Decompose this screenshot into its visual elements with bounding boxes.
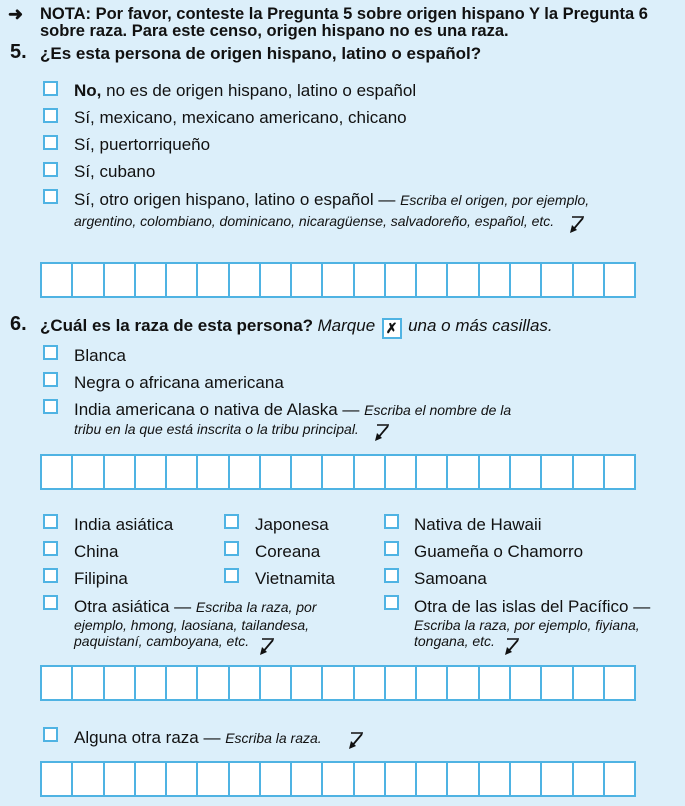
q5-otro-checkbox[interactable] <box>43 189 58 204</box>
q5-puertorriqueno-checkbox[interactable] <box>43 135 58 150</box>
sample-x-mark-icon: ✗ <box>382 318 402 339</box>
q6-otra-pacifico-instruction-line1: Escriba la raza, por ejemplo, fiyiana, <box>414 617 640 633</box>
q6-filipina-label: Filipina <box>74 569 128 588</box>
q6-india-americana-checkbox[interactable] <box>43 399 58 414</box>
note-text: NOTA: Por favor, conteste la Pregunta 5 sobre origen hispano Y la Pregunta 6 sobre raza. Para este censo, origen hispano no es una raza. <box>40 5 648 40</box>
write-in-pointer-icon <box>258 637 276 657</box>
q5-cubano-label: Sí, cubano <box>74 162 156 181</box>
q5-write-in-box[interactable] <box>40 262 636 298</box>
q6-number: 6. <box>10 313 27 335</box>
q5-mexicano-label: Sí, mexicano, mexicano americano, chicano <box>74 108 407 127</box>
q6-guamena-checkbox[interactable] <box>384 541 399 556</box>
q6-guamena-label: Guameña o Chamorro <box>414 542 584 561</box>
q6-nativa-hawaii-checkbox[interactable] <box>384 514 399 529</box>
q6-otra-pacifico-label: Otra de las islas del Pacífico — <box>414 597 651 616</box>
q5-mexicano-checkbox[interactable] <box>43 108 58 123</box>
q6-japonesa-label: Japonesa <box>255 515 329 534</box>
q6-india-americana-label: India americana o nativa de Alaska — Escriba el nombre de la <box>74 400 512 419</box>
q6-alguna-otra-checkbox[interactable] <box>43 727 58 742</box>
write-in-pointer-icon <box>503 637 521 657</box>
q5-otro-label: Sí, otro origen hispano, latino o español — Escriba el origen, por ejemplo, <box>74 190 590 209</box>
q5-question: ¿Es esta persona de origen hispano, latino o español? <box>40 44 482 63</box>
q6-china-checkbox[interactable] <box>43 541 58 556</box>
q5-no-label: No, no es de origen hispano, latino o español <box>74 81 417 100</box>
q6-question: ¿Cuál es la raza de esta persona? Marque ✗ una o más casillas. <box>40 316 553 339</box>
q6-samoana-label: Samoana <box>414 569 487 588</box>
q6-negra-label: Negra o africana americana <box>74 373 284 392</box>
q6-negra-checkbox[interactable] <box>43 372 58 387</box>
q6-nativa-hawaii-label: Nativa de Hawaii <box>414 515 542 534</box>
arrow-right-icon: ➜ <box>8 4 24 24</box>
q6-vietnamita-label: Vietnamita <box>255 569 336 588</box>
q5-number: 5. <box>10 41 27 63</box>
q6-india-asiatica-label: India asiática <box>74 515 174 534</box>
write-in-pointer-icon <box>568 215 586 235</box>
q6-blanca-checkbox[interactable] <box>43 345 58 360</box>
q5-otro-instruction: argentino, colombiano, dominicano, nicaragüense, salvadoreño, español, etc. <box>74 213 555 229</box>
q6-otra-asiatica-instruction-line2: ejemplo, hmong, laosiana, tailandesa, <box>74 617 310 633</box>
write-in-pointer-icon <box>347 731 365 751</box>
q6-other-race-write-in-box[interactable] <box>40 761 636 797</box>
q6-china-label: China <box>74 542 119 561</box>
q6-vietnamita-checkbox[interactable] <box>224 568 239 583</box>
q6-samoana-checkbox[interactable] <box>384 568 399 583</box>
q6-asian-pacific-write-in-box[interactable] <box>40 665 636 701</box>
q6-alguna-otra-label: Alguna otra raza — Escriba la raza. <box>74 728 322 747</box>
q6-coreana-checkbox[interactable] <box>224 541 239 556</box>
q6-blanca-label: Blanca <box>74 346 126 365</box>
q6-otra-pacifico-instruction-line2: tongana, etc. <box>414 633 495 649</box>
write-in-pointer-icon <box>373 423 391 443</box>
q6-coreana-label: Coreana <box>255 542 321 561</box>
q6-otra-asiatica-checkbox[interactable] <box>43 595 58 610</box>
q6-otra-asiatica-instruction-line3: paquistaní, camboyana, etc. <box>74 633 250 649</box>
q6-india-americana-instruction: tribu en la que está inscrita o la tribu principal. <box>74 421 359 437</box>
q6-tribe-write-in-box[interactable] <box>40 454 636 490</box>
q5-no-checkbox[interactable] <box>43 81 58 96</box>
q5-cubano-checkbox[interactable] <box>43 162 58 177</box>
q6-otra-asiatica-label: Otra asiática — Escriba la raza, por <box>74 597 317 616</box>
q6-filipina-checkbox[interactable] <box>43 568 58 583</box>
q6-india-asiatica-checkbox[interactable] <box>43 514 58 529</box>
q5-puertorriqueno-label: Sí, puertorriqueño <box>74 135 211 154</box>
q6-japonesa-checkbox[interactable] <box>224 514 239 529</box>
q6-otra-pacifico-checkbox[interactable] <box>384 595 399 610</box>
